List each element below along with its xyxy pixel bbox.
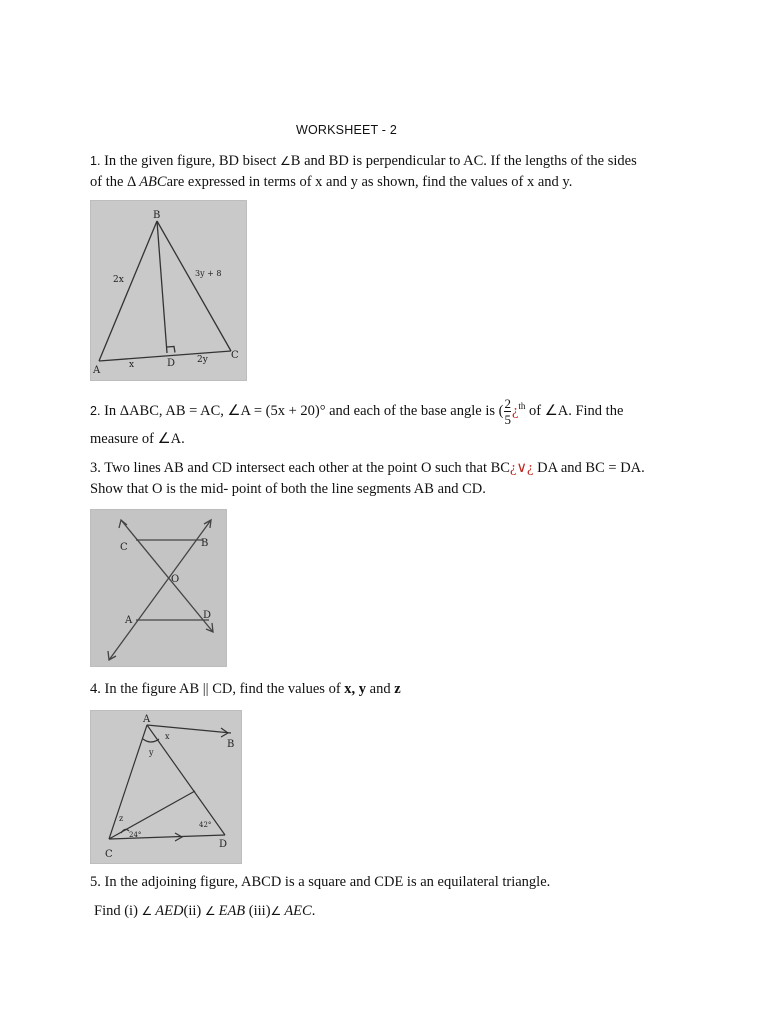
label-d: D	[219, 839, 228, 850]
q4-parallel-lines-figure	[90, 710, 242, 864]
line-cd	[109, 835, 225, 839]
odd-character: ¿	[511, 402, 519, 419]
segment-ad	[147, 725, 225, 835]
xy-vars: x, y	[344, 681, 367, 697]
find-text: Find (i)	[94, 903, 142, 919]
segment-bd	[157, 221, 167, 353]
segment-ac	[109, 725, 147, 839]
label-a: A	[125, 615, 133, 626]
label-c: C	[231, 350, 239, 361]
frac-numerator: 2	[504, 396, 511, 411]
label-a: A	[143, 714, 151, 725]
question-number: 2.	[90, 403, 101, 418]
q3-text-b: DA and BC = DA.	[533, 460, 645, 476]
label-z: z	[119, 814, 124, 823]
label-b: B	[153, 210, 161, 221]
label-x: x	[165, 732, 170, 741]
part-ii: (ii)	[183, 903, 205, 919]
label-d: D	[203, 610, 212, 621]
odd-characters: ¿∨¿	[509, 460, 534, 476]
q1-text-d: are expressed in terms of x and y as shown, find the values of x and y.	[166, 174, 573, 190]
q3-intersecting-lines-figure	[90, 509, 227, 667]
frac-denominator: 5	[504, 412, 511, 427]
q3-text-c: Show that O is the mid- point of both the line segments AB and CD.	[90, 481, 486, 497]
label-2y: 2y	[197, 355, 208, 365]
delta-symbol: Δ	[127, 174, 136, 190]
label-c: C	[105, 849, 113, 860]
angle-symbol: ∠	[204, 904, 219, 918]
side-bc	[157, 221, 231, 351]
line-ab	[147, 725, 231, 733]
side-ab	[99, 221, 157, 361]
q1-text-b: B and BD is perpendicular to AC. If the lengths of the sides	[290, 153, 637, 169]
question-4	[90, 679, 690, 700]
superscript-th: th	[518, 401, 526, 411]
triangle-name: ABC	[139, 174, 167, 190]
question-number: 1.	[90, 154, 101, 168]
z-var: z	[394, 681, 401, 697]
q2-text-b: of ∠A. Find the	[525, 402, 624, 419]
label-b: B	[201, 538, 209, 549]
q4-and: and	[366, 681, 395, 697]
question-2	[90, 396, 710, 427]
label-24: 24°	[129, 831, 142, 839]
q4-text-a: In the figure AB || CD, find the values of	[104, 681, 345, 697]
label-a: A	[93, 365, 101, 376]
label-3y8: 3y + 8	[195, 269, 222, 278]
q1-triangle-figure	[90, 200, 247, 381]
worksheet-title: WORKSHEET - 2	[296, 123, 397, 137]
q3-text-a: Two lines AB and CD intersect each other at the point O such that BC	[104, 460, 510, 476]
right-angle-mark	[167, 347, 175, 353]
label-y: y	[149, 748, 154, 757]
label-b: B	[227, 739, 235, 750]
q1-text-c: of the	[90, 174, 128, 190]
label-42: 42°	[199, 821, 212, 829]
part-iii: (iii)	[245, 903, 271, 919]
question-3	[90, 458, 710, 500]
q5-text: In the adjoining figure, ABCD is a square and CDE is an equilateral triangle.	[104, 874, 551, 890]
q1-text-a: In the given figure, BD bisect	[104, 153, 281, 169]
fraction-two-fifths	[504, 396, 511, 427]
question-number: 3.	[90, 460, 101, 476]
angle-symbol: ∠	[141, 904, 156, 918]
angle-aed: AED	[155, 903, 184, 919]
question-number: 4.	[90, 681, 101, 697]
q2-line-2: measure of ∠A.	[90, 431, 185, 447]
angle-symbol: ∠	[280, 154, 291, 168]
line-ab	[109, 520, 211, 660]
label-d: D	[167, 358, 176, 369]
label-c: C	[120, 542, 128, 553]
question-1	[90, 151, 690, 193]
angle-eab: EAB	[218, 903, 246, 919]
angle-aec: AEC	[284, 903, 312, 919]
q5-find-line	[94, 901, 694, 922]
label-o: O	[171, 574, 180, 585]
q2-text-a: In ΔABC, AB = AC, ∠A = (5x + 20)° and each of the base angle is (	[104, 402, 504, 419]
side-ac	[99, 351, 231, 361]
question-number: 5.	[90, 874, 101, 890]
question-5	[90, 872, 690, 893]
label-2x: 2x	[113, 275, 124, 285]
period: .	[311, 903, 316, 919]
angle-symbol: ∠	[270, 904, 285, 918]
label-x: x	[129, 360, 135, 370]
angle-arc-c	[121, 829, 129, 833]
